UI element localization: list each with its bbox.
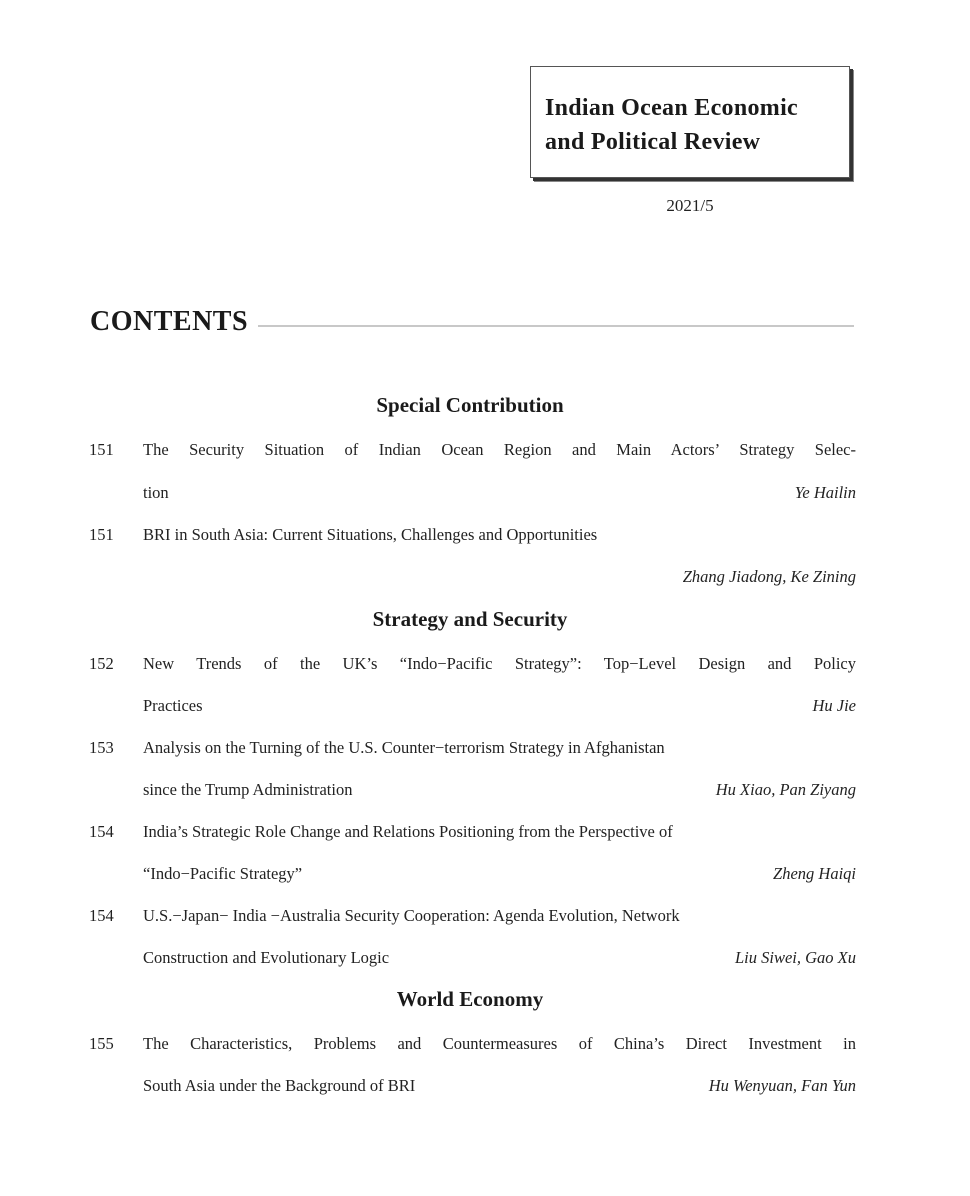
entry-page-number: 151 [89,440,114,459]
issue-number: 2021/5 [666,196,714,215]
section-title-strategy-and-security: Strategy and Security [372,607,568,631]
entry-page-number: 154 [89,906,114,925]
entry-title-line1[interactable]: India’s Strategic Role Change and Relations Positioning from the Perspective of [143,822,673,841]
entry-page-number: 151 [89,525,114,544]
entry-title-line2[interactable] [143,1075,856,1097]
entry-author: Ye Hailin [794,483,856,502]
entry-title-line2[interactable] [143,779,856,801]
entry-page-number: 154 [89,822,114,841]
entry-author: Hu Jie [812,696,856,715]
entry-title-continuation[interactable]: tion [143,483,169,502]
entry-page-number: 153 [89,738,114,757]
entry-page-number: 155 [89,1034,114,1053]
entry-author-line [143,566,856,588]
journal-title-line2: and Political Review [545,129,761,155]
entry-author: Hu Xiao, Pan Ziyang [715,780,856,799]
entry-title-continuation[interactable]: Practices [143,696,203,715]
entry-title-continuation[interactable]: Construction and Evolutionary Logic [143,948,390,967]
journal-title-line1: Indian Ocean Economic [545,95,798,121]
entry-title-line2[interactable] [143,863,856,885]
entry-author: Zhang Jiadong, Ke Zining [682,567,856,586]
entry-title-line1[interactable]: BRI in South Asia: Current Situations, Challenges and Opportunities [143,525,598,544]
entry-author: Liu Siwei, Gao Xu [734,948,856,967]
entry-title-line1[interactable]: The Characteristics, Problems and Countermeasures of China’s Direct Investment in [143,1034,856,1053]
entry-title-line1[interactable]: U.S.−Japan− India −Australia Security Cooperation: Agenda Evolution, Network [143,906,680,925]
entry-title-continuation[interactable]: “Indo−Pacific Strategy” [143,864,303,883]
entry-title-line2[interactable] [143,482,856,504]
section-title-world-economy: World Economy [396,987,544,1011]
entry-author: Zheng Haiqi [773,864,856,883]
section-title-special-contribution: Special Contribution [376,393,564,417]
entry-author: Hu Wenyuan, Fan Yun [708,1076,856,1095]
entry-title-line1[interactable]: The Security Situation of Indian Ocean Region and Main Actors’ Strategy Selec- [143,440,856,459]
entry-title-continuation[interactable]: since the Trump Administration [143,780,353,799]
entry-title-continuation[interactable]: South Asia under the Background of BRI [143,1076,416,1095]
entry-title-line1[interactable]: Analysis on the Turning of the U.S. Counter−terrorism Strategy in Afghanistan [143,738,665,757]
entry-title-line2[interactable] [143,947,856,969]
contents-heading: CONTENTS [90,306,249,337]
entry-title-line2[interactable] [143,695,856,717]
entry-page-number: 152 [89,654,114,673]
entry-title-line1[interactable]: New Trends of the UK’s “Indo−Pacific Strategy”: Top−Level Design and Policy [143,654,856,673]
